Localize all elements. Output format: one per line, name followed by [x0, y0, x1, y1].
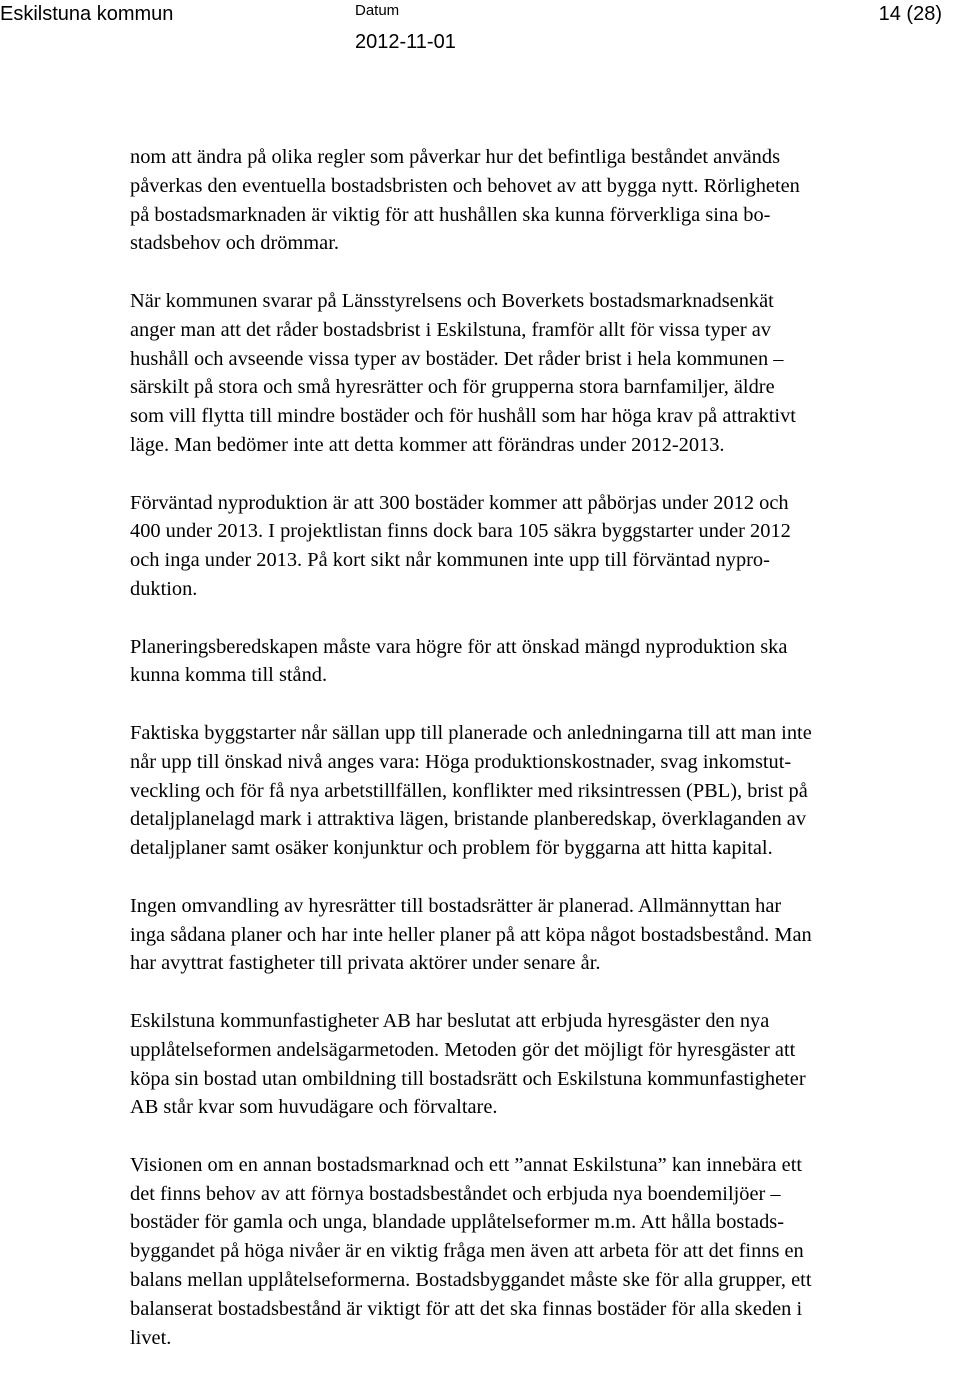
text-line: och inga under 2013. På kort sikt når kommunen inte upp till förväntad nypro- [130, 549, 770, 572]
text-line: når upp till önskad nivå anges vara: Höga produktionskostnader, svag inkomstut- [130, 750, 792, 773]
text-line: byggandet på höga nivåer är en viktig fråga men även att arbeta för att det finns en [130, 1240, 804, 1263]
text-line: stadsbehov och drömmar. [130, 232, 339, 255]
document-date: 2012-11-01 [355, 31, 456, 53]
paragraph [130, 633, 960, 691]
text-line: AB står kvar som huvudägare och förvaltare. [130, 1096, 498, 1119]
paragraph [130, 719, 960, 863]
text-line: hushåll och avseende vissa typer av bostäder. Det råder brist i hela kommunen – [130, 347, 784, 370]
text-line: läge. Man bedömer inte att detta kommer att förändras under 2012-2013. [130, 433, 725, 456]
date-label: Datum [355, 2, 400, 19]
document-body [130, 143, 960, 1381]
text-line: nom att ändra på olika regler som påverkar hur det befintliga beståndet används [130, 146, 781, 168]
paragraph [130, 489, 960, 604]
paragraph [130, 143, 960, 258]
text-line: det finns behov av att förnya bostadsbeståndet och erbjuda nya boendemiljöer – [130, 1182, 781, 1205]
paragraph [130, 1007, 960, 1122]
text-line: balanserat bostadsbestånd är viktigt för att det ska finnas bostäder för alla skeden i [130, 1297, 803, 1320]
text-line: 400 under 2013. I projektlistan finns dock bara 105 säkra byggstarter under 2012 [130, 520, 791, 543]
text-line: anger man att det råder bostadsbrist i Eskilstuna, framför allt för vissa typer av [130, 318, 771, 341]
text-line: Eskilstuna kommunfastigheter AB har beslutat att erbjuda hyresgäster den nya [130, 1009, 770, 1032]
text-line: särskilt på stora och små hyresrätter och för grupperna stora barnfamiljer, äldre [130, 376, 775, 399]
organization-name: Eskilstuna kommun [0, 3, 174, 25]
text-line: När kommunen svarar på Länsstyrelsens och Boverkets bostadsmarknadsenkät [130, 289, 774, 312]
text-line: inga sådana planer och har inte heller planer på att köpa något bostadsbestånd. Man [130, 923, 812, 946]
text-line: duktion. [130, 577, 198, 600]
text-line: Faktiska byggstarter når sällan upp till planerade och anledningarna till att man inte [130, 721, 812, 744]
text-line: Förväntad nyproduktion är att 300 bostäder kommer att påbörjas under 2012 och [130, 491, 789, 514]
page-number: 14 (28) [878, 3, 942, 25]
text-line: köpa sin bostad utan ombildning till bostadsrätt och Eskilstuna kommunfastigheter [130, 1067, 806, 1090]
text-line: bostäder för gamla och unga, blandade upplåtelseformer m.m. Att hålla bostads- [130, 1211, 785, 1234]
text-line: som vill flytta till mindre bostäder och för hushåll som har höga krav på attraktivt [130, 405, 796, 428]
paragraph [130, 892, 960, 978]
text-line: kunna komma till stånd. [130, 664, 328, 687]
text-line: upplåtelseformen andelsägarmetoden. Metoden gör det möjligt för hyresgäster att [130, 1038, 796, 1061]
paragraph [130, 287, 960, 460]
text-line: Visionen om en annan bostadsmarknad och ett ”annat Eskilstuna” kan innebära ett [130, 1153, 803, 1176]
text-line: detaljplanelagd mark i attraktiva lägen, bristande planberedskap, överklaganden av [130, 808, 807, 831]
text-line: detaljplaner samt osäker konjunktur och problem för byggarna att hitta kapital. [130, 837, 773, 860]
text-line: veckling och för få nya arbetstillfällen, konflikter med riksintressen (PBL), brist på [130, 779, 808, 802]
text-line: Planeringsberedskapen måste vara högre för att önskad mängd nyproduktion ska [130, 635, 788, 658]
paragraph [130, 1151, 960, 1353]
page-header [0, 0, 960, 60]
text-line: påverkas den eventuella bostadsbristen och behovet av att bygga nytt. Rörligheten [130, 174, 800, 197]
text-line: Ingen omvandling av hyresrätter till bostadsrätter är planerad. Allmännyttan har [130, 894, 782, 917]
text-line: livet. [130, 1326, 172, 1349]
text-line: har avyttrat fastigheter till privata aktörer under senare år. [130, 952, 601, 975]
text-line: på bostadsmarknaden är viktig för att hushållen ska kunna förverkliga sina bo- [130, 203, 771, 226]
text-line: balans mellan upplåtelseformerna. Bostadsbyggandet måste ske för alla grupper, ett [130, 1269, 812, 1292]
